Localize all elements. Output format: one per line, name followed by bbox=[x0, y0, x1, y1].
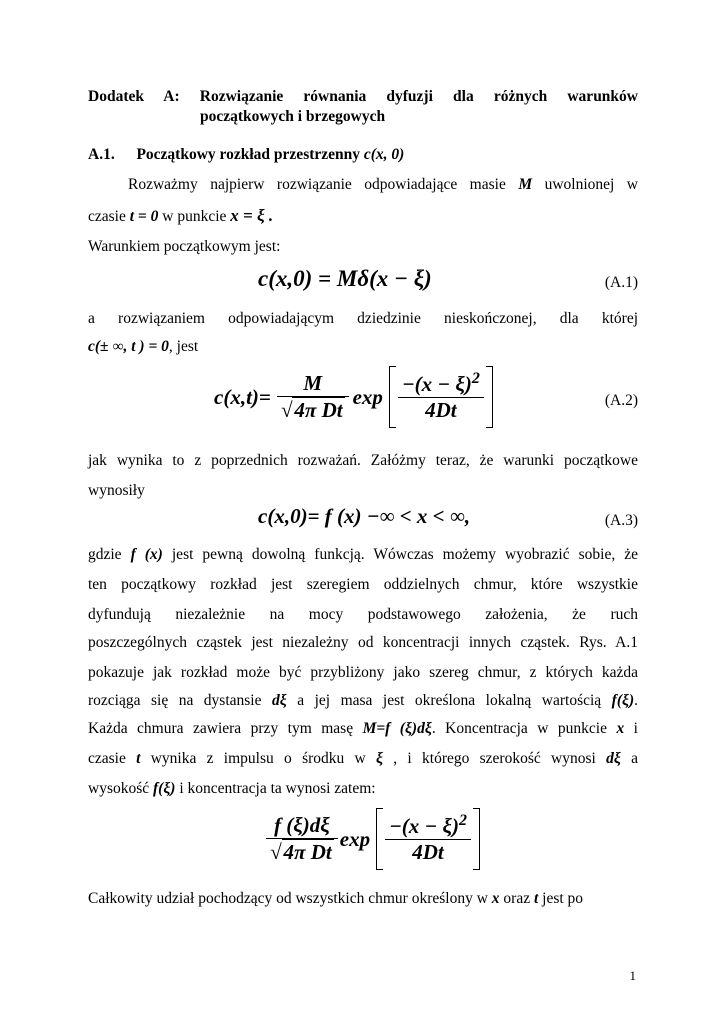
f-xi: f(ξ) bbox=[153, 780, 176, 797]
text: i bbox=[624, 720, 638, 737]
equation-cloud-concentration bbox=[266, 808, 480, 870]
text: . bbox=[634, 692, 638, 709]
paragraph-2: Warunkiem początkowym jest: bbox=[88, 238, 281, 255]
equation-cloud-bracket bbox=[376, 808, 480, 870]
inner-denominator: 4Dt bbox=[425, 398, 457, 422]
exponent: 2 bbox=[458, 812, 467, 829]
text: Całkowity udział pochodzący od wszystkich chmur określony w bbox=[88, 890, 492, 907]
equation-a2-bracket bbox=[389, 366, 493, 428]
equation-a3: c(x,0)= f (x) −∞ < x < ∞, bbox=[258, 504, 471, 528]
equation-a2-label: (A.2) bbox=[604, 392, 638, 409]
text: . Koncentracja w punkcie bbox=[431, 720, 617, 737]
text: a bbox=[620, 750, 638, 767]
variable-x: x bbox=[616, 720, 625, 737]
paragraph-5-line6 bbox=[88, 692, 638, 710]
text: , jest bbox=[168, 338, 199, 355]
equation-a2-lhs: c(x,t)= bbox=[214, 384, 271, 409]
text: oraz bbox=[499, 890, 534, 907]
inner-numerator: −(x − ξ) bbox=[401, 372, 472, 396]
text: jest po bbox=[538, 890, 584, 907]
appendix-heading-line1: Dodatek A: Rozwiązanie równania dyfuzji dla różnych warunków bbox=[88, 88, 638, 105]
appendix-heading-line2: początkowych i brzegowych bbox=[200, 108, 386, 125]
text: rozciąga się na dystansie bbox=[88, 692, 272, 709]
variable-M: M bbox=[518, 176, 533, 193]
paragraph-1-line2 bbox=[88, 206, 273, 226]
variable-xi: ξ bbox=[376, 750, 383, 767]
variable-t: t bbox=[533, 890, 539, 907]
paragraph-3-line2 bbox=[88, 338, 198, 356]
point-xi: x = ξ . bbox=[230, 206, 274, 225]
equation-cloud-fraction bbox=[266, 813, 338, 865]
paragraph-5-line1 bbox=[88, 546, 638, 564]
equation-a1 bbox=[258, 266, 432, 292]
exp-function: exp bbox=[352, 384, 383, 409]
paragraph-4-line2: wynosiły bbox=[88, 482, 145, 499]
inner-denominator: 4Dt bbox=[412, 840, 444, 864]
boundary-condition: c(± ∞, t ) = 0 bbox=[88, 338, 169, 355]
cloud-numerator: f (ξ)dξ bbox=[266, 813, 338, 839]
paragraph-6 bbox=[88, 890, 583, 908]
paragraph-5-line4: poszczególnych cząstek jest niezależny od koncentracji innych cząstek. Rys. A.1 bbox=[88, 634, 638, 651]
f-xi: f(ξ) bbox=[611, 692, 635, 709]
text: , i którego szerokość wynosi bbox=[382, 750, 607, 767]
section-title-text: Początkowy rozkład przestrzenny bbox=[136, 146, 364, 163]
equation-a1-lhs: c(x,0) = bbox=[258, 266, 337, 291]
exp-function: exp bbox=[339, 826, 371, 851]
sqrt-content: 4π Dt bbox=[294, 398, 343, 422]
paragraph-5-line8 bbox=[88, 750, 638, 768]
function-f: f (x) bbox=[130, 546, 163, 563]
sqrt-content: 4π Dt bbox=[283, 840, 332, 864]
mass-expression: M=f (ξ)dξ bbox=[362, 720, 432, 737]
page-number: 1 bbox=[629, 968, 636, 983]
section-title-variable: c(x, 0) bbox=[363, 146, 405, 163]
variable-x: x bbox=[491, 890, 500, 907]
text: a jej masa jest określona lokalną wartością bbox=[286, 692, 612, 709]
text: i koncentracja ta wynosi zatem: bbox=[175, 780, 376, 797]
text: jest pewną dowolną funkcją. Wówczas możemy wyobrazić sobie, że bbox=[162, 546, 638, 563]
variable-t: t bbox=[136, 750, 141, 767]
equation-a2-fraction bbox=[277, 371, 349, 423]
text: gdzie bbox=[88, 546, 131, 563]
text: uwolnionej w bbox=[532, 176, 638, 193]
paragraph-5-line9 bbox=[88, 780, 376, 798]
text: wynika z impulsu o środku w bbox=[140, 750, 377, 767]
paragraph-4-line1: jak wynika to z poprzednich rozważań. Załóżmy teraz, że warunki początkowe bbox=[88, 452, 638, 469]
equation-a1-rhs: Mδ(x − ξ) bbox=[336, 266, 432, 291]
equation-a1-label: (A.1) bbox=[604, 274, 638, 291]
d-xi: dξ bbox=[606, 750, 621, 767]
equation-a2 bbox=[214, 366, 493, 428]
section-number: A.1. bbox=[88, 146, 115, 163]
paragraph-5-line7 bbox=[88, 720, 638, 738]
text: Rozważmy najpierw rozwiązanie odpowiadające masie bbox=[128, 176, 519, 193]
text: czasie bbox=[88, 208, 130, 225]
equation-a2-denominator: √4π Dt bbox=[280, 398, 343, 422]
equation-a3-label: (A.3) bbox=[604, 512, 638, 529]
cloud-denominator: √4π Dt bbox=[270, 840, 332, 864]
inner-numerator: −(x − ξ) bbox=[389, 814, 459, 838]
paragraph-5-line5: pokazuje jak rozkład może być przybliżony jako szereg chmur, z których każda bbox=[88, 664, 638, 681]
paragraph-1-line1 bbox=[128, 176, 638, 194]
exponent: 2 bbox=[471, 370, 480, 387]
d-xi: dξ bbox=[272, 692, 287, 709]
paragraph-5-line2: ten początkowy rozkład jest szeregiem oddzielnych chmur, które wszystkie bbox=[88, 576, 638, 593]
text: wysokość bbox=[88, 780, 154, 797]
time-zero: t = 0 bbox=[129, 208, 159, 225]
equation-a2-numerator: M bbox=[277, 371, 349, 397]
text: w punkcie bbox=[158, 208, 231, 225]
paragraph-5-line3: dyfundują niezależnie na mocy podstawowego założenia, że ruch bbox=[88, 606, 638, 623]
text: czasie bbox=[88, 750, 137, 767]
paragraph-3-line1: a rozwiązaniem odpowiadającym dziedzinie nieskończonej, dla której bbox=[88, 310, 638, 327]
section-title bbox=[88, 146, 404, 164]
text: Każda chmura zawiera przy tym masę bbox=[88, 720, 363, 737]
